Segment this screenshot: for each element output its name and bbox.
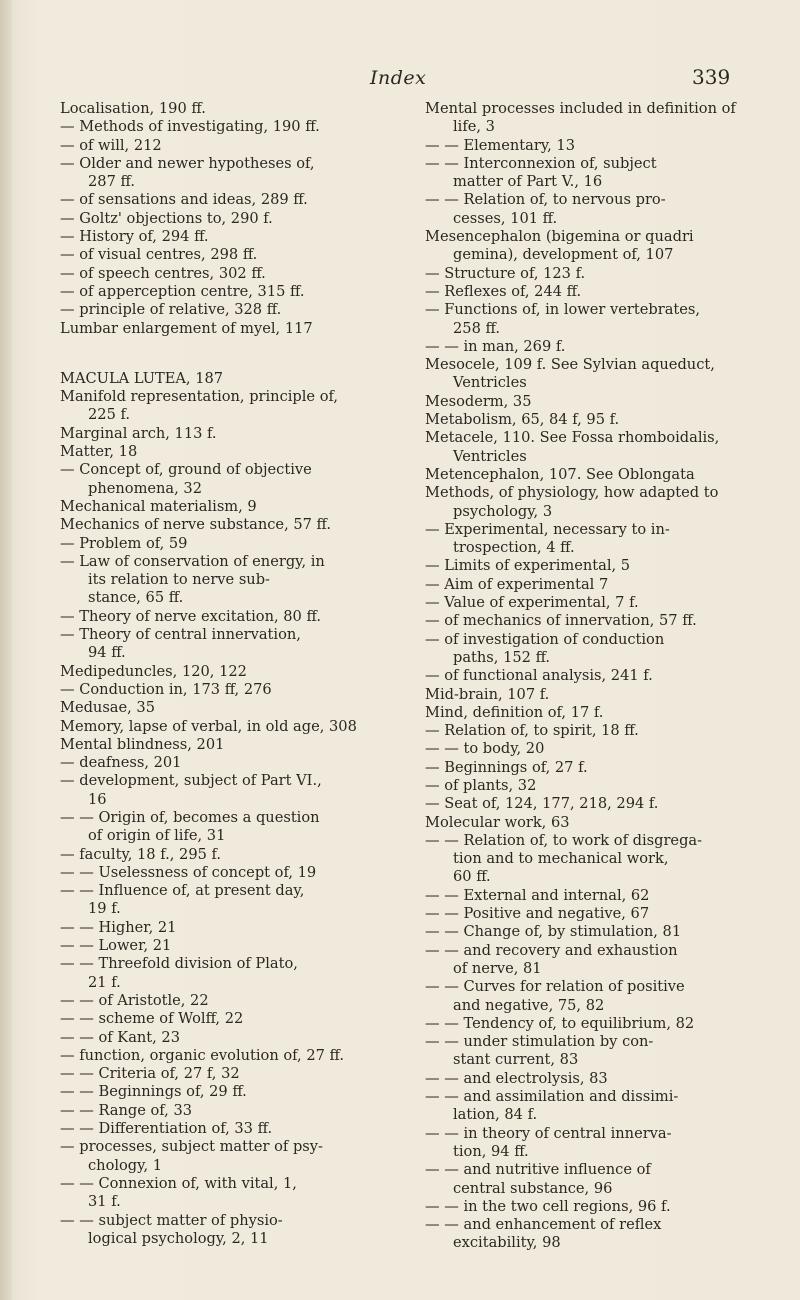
index-entry-line: phenomena, 32 [88, 479, 202, 497]
index-entry-line: — Aim of experimental 7 [425, 575, 609, 593]
index-entry [425, 1070, 765, 1088]
index-entry-line: Memory, lapse of verbal, in old age, 308 [60, 717, 357, 735]
index-entry [425, 228, 765, 265]
index-entry-line: gemina), development of, 107 [453, 246, 674, 264]
index-entry [60, 320, 390, 338]
index-entry-line: of nerve, 81 [453, 959, 542, 977]
index-entry-line: life, 3 [453, 118, 495, 136]
index-entry [425, 283, 765, 301]
index-entry-line: — — Differentiation of, 33 ff. [60, 1120, 273, 1138]
index-entry-line: Methods, of physiology, how adapted to [425, 484, 719, 502]
index-entry-line: — — to body, 20 [425, 740, 545, 758]
index-entry [60, 736, 390, 754]
index-entry-line: — Law of conservation of energy, in [60, 552, 325, 570]
index-entry [425, 612, 765, 630]
index-entry [60, 1120, 390, 1138]
index-entry-line: cesses, 101 ff. [453, 209, 558, 227]
index-entry-line: trospection, 4 ff. [453, 539, 575, 557]
index-entry-line: Metacele, 110. See Fossa rhomboidalis, [425, 429, 720, 447]
index-entry [425, 1161, 765, 1198]
index-entry-line: — — Lower, 21 [60, 937, 172, 955]
index-entry-line: Medusae, 35 [60, 699, 155, 717]
index-column-left [60, 100, 390, 1248]
index-entry [425, 832, 765, 887]
index-entry [60, 370, 390, 388]
index-entry [60, 754, 390, 772]
index-entry-line: 16 [88, 790, 107, 808]
index-entry [425, 1125, 765, 1162]
index-entry-line: — — Threefold division of Plato, [60, 955, 298, 973]
index-entry [425, 722, 765, 740]
index-entry-line: MACULA LUTEA, 187 [60, 369, 224, 387]
index-entry-line: — — Beginnings of, 29 ff. [60, 1083, 247, 1101]
index-entry-line: — of functional analysis, 241 f. [425, 667, 653, 685]
index-entry [425, 429, 765, 466]
index-entry-line: — — Positive and negative, 67 [425, 905, 650, 923]
index-entry-line: — Concept of, ground of objective [60, 461, 312, 479]
index-entry [425, 887, 765, 905]
index-entry-line: 287 ff. [88, 173, 135, 191]
index-entry [425, 100, 765, 137]
index-entry-line: Ventricles [453, 374, 527, 392]
index-entry-line: — of sensations and ideas, 289 ff. [60, 191, 308, 209]
index-entry-line: Mid-brain, 107 f. [425, 685, 550, 703]
index-entry-line: chology, 1 [88, 1156, 163, 1174]
index-entry-line: — Structure of, 123 f. [425, 264, 586, 282]
index-entry-line: — of plants, 32 [425, 776, 537, 794]
index-entry [60, 301, 390, 319]
index-entry-line: 60 ff. [453, 868, 491, 886]
index-entry [425, 411, 765, 429]
index-entry-line: its relation to nerve sub- [88, 571, 270, 589]
index-entry [425, 594, 765, 612]
index-entry [60, 1047, 390, 1065]
index-entry-line: — of investigation of conduction [425, 630, 665, 648]
index-entry-line: Medipeduncles, 120, 122 [60, 662, 247, 680]
index-entry [60, 118, 390, 136]
index-entry-line: Localisation, 190 ff. [60, 100, 206, 117]
index-entry-line: — — Tendency of, to equilibrium, 82 [425, 1014, 695, 1032]
index-entry-line: — Reflexes of, 244 ff. [425, 282, 582, 300]
index-entry [425, 667, 765, 685]
index-entry-line: and negative, 75, 82 [453, 996, 605, 1014]
index-entry-line: — Value of experimental, 7 f. [425, 594, 639, 612]
index-entry [425, 137, 765, 155]
index-entry-line: — — Higher, 21 [60, 918, 177, 936]
index-entry-line: — — subject matter of physio- [60, 1211, 283, 1229]
index-entry-line: — development, subject of Part VI., [60, 772, 322, 790]
index-entry-line: — — Connexion of, with vital, 1, [60, 1174, 297, 1192]
index-entry [425, 923, 765, 941]
index-entry [60, 1083, 390, 1101]
index-entry-line: — Theory of nerve excitation, 80 ff. [60, 607, 321, 625]
index-entry [60, 772, 390, 809]
index-entry [60, 699, 390, 717]
index-entry [60, 1029, 390, 1047]
index-entry [425, 155, 765, 192]
index-entry [60, 1065, 390, 1083]
index-entry [60, 283, 390, 301]
index-entry [60, 992, 390, 1010]
index-entry-line: — — Relation of, to nervous pro- [425, 191, 666, 209]
index-entry-line: — of apperception centre, 315 ff. [60, 282, 305, 300]
index-entry [60, 937, 390, 955]
index-entry [60, 1010, 390, 1028]
index-entry [425, 1198, 765, 1216]
index-entry-line: stant current, 83 [453, 1051, 579, 1069]
index-entry-line: 21 f. [88, 973, 121, 991]
index-entry-line: Mind, definition of, 17 f. [425, 703, 604, 721]
index-entry-line: — — in theory of central innerva- [425, 1124, 672, 1142]
index-entry [60, 210, 390, 228]
index-entry-line: tion and to mechanical work, [453, 850, 669, 868]
index-entry-line: — — Uselessness of concept of, 19 [60, 863, 317, 881]
index-entry-line: — — and recovery and exhaustion [425, 941, 678, 959]
index-entry-line: — — Interconnexion of, subject [425, 154, 657, 172]
index-entry-line: — — and nutritive influence of [425, 1161, 651, 1179]
index-entry [425, 1015, 765, 1033]
index-entry [60, 864, 390, 882]
index-entry [425, 557, 765, 575]
index-entry-line: Marginal arch, 113 f. [60, 424, 217, 442]
index-entry-line: Mental processes included in definition of [425, 100, 736, 117]
index-entry [60, 882, 390, 919]
index-entry-line: Molecular work, 63 [425, 813, 570, 831]
index-entry [60, 228, 390, 246]
index-entry [425, 777, 765, 795]
letter-section-gap [60, 338, 390, 370]
index-entry-line: — Seat of, 124, 177, 218, 294 f. [425, 795, 659, 813]
index-entry-line: — — in the two cell regions, 96 f. [425, 1197, 671, 1215]
index-entry-line: — — Influence of, at present day, [60, 882, 305, 900]
index-entry [60, 498, 390, 516]
book-binding-edge [0, 0, 12, 1300]
index-entry-line: — processes, subject matter of psy- [60, 1138, 323, 1156]
index-entry-line: stance, 65 ff. [88, 589, 184, 607]
index-entry [60, 137, 390, 155]
index-entry-line: — — and electrolysis, 83 [425, 1069, 608, 1087]
index-entry-line: matter of Part V., 16 [453, 173, 603, 191]
index-entry [60, 626, 390, 663]
index-entry [425, 795, 765, 813]
index-entry [60, 1102, 390, 1120]
index-entry [60, 535, 390, 553]
index-entry-line: tion, 94 ff. [453, 1142, 529, 1160]
index-entry-line: — Theory of central innervation, [60, 626, 301, 644]
index-entry [425, 740, 765, 758]
index-entry-line: — — Relation of, to work of disgrega- [425, 831, 703, 849]
running-header-title: Index [370, 67, 427, 89]
index-entry-line: — of speech centres, 302 ff. [60, 264, 266, 282]
index-entry-line: — — External and internal, 62 [425, 886, 650, 904]
index-entry-line: Metencephalon, 107. See Oblongata [425, 465, 695, 483]
index-entry [60, 608, 390, 626]
index-entry-line: — History of, 294 ff. [60, 228, 209, 246]
index-entry-line: Matter, 18 [60, 443, 138, 461]
index-entry-line: Metabolism, 65, 84 f, 95 f. [425, 411, 620, 429]
index-entry-line: — — Curves for relation of positive [425, 978, 685, 996]
index-entry [60, 718, 390, 736]
index-entry-line: 31 f. [88, 1193, 121, 1211]
index-entry [425, 1088, 765, 1125]
index-entry-line: — of mechanics of innervation, 57 ff. [425, 612, 697, 630]
index-entry [425, 576, 765, 594]
index-entry-line: Mesencephalon (bigemina or quadri [425, 228, 694, 246]
index-entry [60, 1212, 390, 1249]
index-entry-line: — — Origin of, becomes a question [60, 808, 320, 826]
index-entry [425, 704, 765, 722]
index-entry [425, 905, 765, 923]
index-entry [60, 100, 390, 118]
index-entry [60, 191, 390, 209]
index-entry-line: — — under stimulation by con- [425, 1033, 654, 1051]
index-entry [60, 443, 390, 461]
index-entry [60, 425, 390, 443]
index-entry-line: — Goltz' objections to, 290 f. [60, 209, 273, 227]
index-entry-line: — — and assimilation and dissimi- [425, 1088, 679, 1106]
index-entry-line: — principle of relative, 328 ff. [60, 301, 282, 319]
index-entry-line: — — Criteria of, 27 f, 32 [60, 1065, 240, 1083]
index-entry-line: Mechanics of nerve substance, 57 ff. [60, 516, 332, 534]
index-entry [60, 919, 390, 937]
index-entry [425, 1033, 765, 1070]
index-entry-line: Mental blindness, 201 [60, 735, 225, 753]
index-entry [60, 663, 390, 681]
index-entry-line: — of will, 212 [60, 136, 162, 154]
index-entry-line: — Older and newer hypotheses of, [60, 154, 315, 172]
index-entry-line: — — Range of, 33 [60, 1101, 193, 1119]
index-entry-line: — — of Kant, 23 [60, 1028, 181, 1046]
index-entry-line: — faculty, 18 f., 295 f. [60, 845, 222, 863]
index-entry [60, 955, 390, 992]
index-entry-line: — of visual centres, 298 ff. [60, 246, 258, 264]
index-entry-line: lation, 84 f. [453, 1106, 538, 1124]
index-entry [60, 516, 390, 534]
index-entry-line: — — Change of, by stimulation, 81 [425, 923, 682, 941]
index-entry [60, 1138, 390, 1175]
index-entry-line: 225 f. [88, 406, 131, 424]
index-entry-line: — Experimental, necessary to in- [425, 520, 670, 538]
index-entry [425, 759, 765, 777]
index-entry-line: — Limits of experimental, 5 [425, 557, 631, 575]
index-entry [425, 301, 765, 338]
index-entry [425, 338, 765, 356]
index-entry-line: central substance, 96 [453, 1179, 613, 1197]
index-entry-line: — Problem of, 59 [60, 534, 188, 552]
index-entry [425, 631, 765, 668]
index-entry-line: psychology, 3 [453, 502, 553, 520]
index-entry-line: — — of Aristotle, 22 [60, 991, 209, 1009]
index-entry-line: 258 ff. [453, 319, 500, 337]
index-entry-line: — — in man, 269 f. [425, 337, 566, 355]
index-entry [60, 1175, 390, 1212]
index-entry-line: — Functions of, in lower vertebrates, [425, 301, 701, 319]
index-entry-line: — Conduction in, 173 ff, 276 [60, 680, 272, 698]
index-entry-line: Mesocele, 109 f. See Sylvian aqueduct, [425, 356, 715, 374]
index-entry-line: Manifold representation, principle of, [60, 388, 339, 406]
index-entry-line: Lumbar enlargement of myel, 117 [60, 319, 313, 337]
index-entry [60, 388, 390, 425]
index-entry-line: — — scheme of Wolff, 22 [60, 1010, 244, 1028]
index-entry-line: — Methods of investigating, 190 ff. [60, 118, 320, 136]
index-entry-line: Mesoderm, 35 [425, 392, 532, 410]
index-entry-line: of origin of life, 31 [88, 827, 226, 845]
index-entry-line: — deafness, 201 [60, 754, 182, 772]
index-entry-line: — function, organic evolution of, 27 ff. [60, 1046, 345, 1064]
index-entry [60, 265, 390, 283]
index-entry [60, 553, 390, 608]
index-entry-line: logical psychology, 2, 11 [88, 1229, 269, 1247]
index-entry [425, 393, 765, 411]
index-entry-line: excitability, 98 [453, 1234, 561, 1252]
index-entry [60, 155, 390, 192]
index-entry [425, 942, 765, 979]
index-entry [60, 681, 390, 699]
index-entry [425, 1216, 765, 1253]
index-entry-line: — Beginnings of, 27 f. [425, 758, 588, 776]
index-entry [425, 521, 765, 558]
index-entry [425, 686, 765, 704]
index-entry-line: — — and enhancement of reflex [425, 1216, 662, 1234]
index-entry [425, 356, 765, 393]
index-entry [60, 461, 390, 498]
index-entry-line: Mechanical materialism, 9 [60, 497, 257, 515]
index-entry-line: paths, 152 ff. [453, 648, 551, 666]
index-entry-line: Ventricles [453, 447, 527, 465]
index-entry [425, 978, 765, 1015]
index-entry [425, 814, 765, 832]
index-entry [425, 265, 765, 283]
index-entry-line: 19 f. [88, 900, 121, 918]
page-number: 339 [692, 65, 731, 89]
index-entry [425, 484, 765, 521]
index-entry [60, 246, 390, 264]
index-entry-line: 94 ff. [88, 644, 126, 662]
index-column-right [425, 100, 765, 1253]
index-entry [425, 466, 765, 484]
index-entry [60, 809, 390, 846]
index-entry [60, 846, 390, 864]
index-entry-line: — Relation of, to spirit, 18 ff. [425, 722, 639, 740]
index-entry [425, 191, 765, 228]
index-entry-line: — — Elementary, 13 [425, 136, 575, 154]
